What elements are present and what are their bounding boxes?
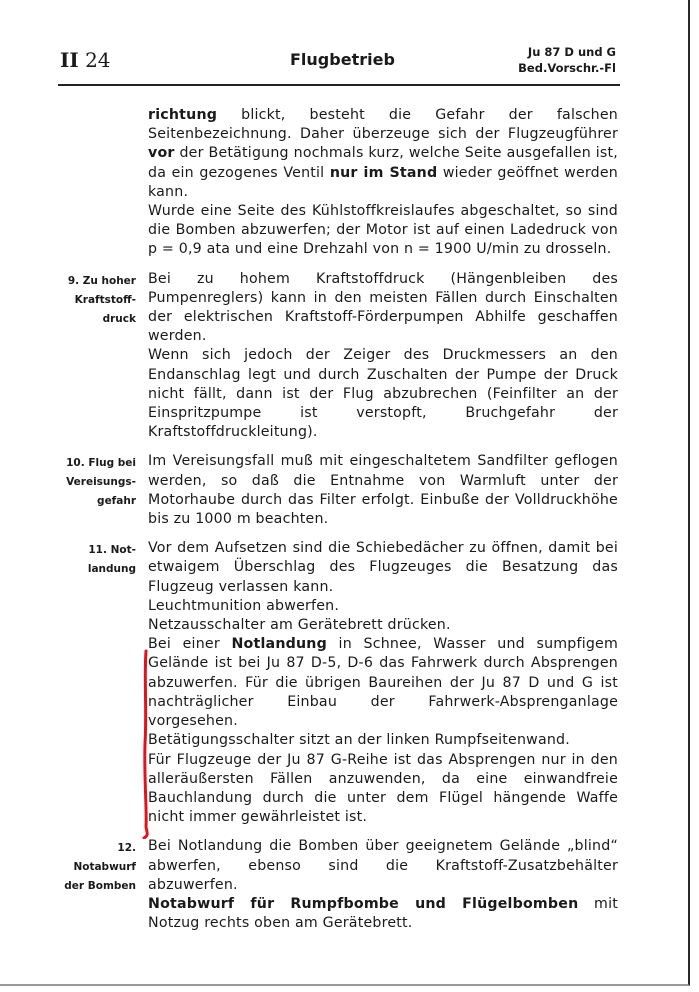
paragraph: Für Flugzeuge der Ju 87 G-Reihe ist das Absprengen nur in den alleräußersten Fällen anzuwenden, da eine einwandfreie Bauchlandung durch die unter dem Flügel hängende Waffe nicht immer gewährleistet ist.: [148, 751, 618, 826]
section-intro: [52, 106, 618, 260]
section-11: [52, 539, 618, 827]
red-margin-mark-icon: [138, 649, 154, 839]
section-heading: 11. Not- landung: [87, 544, 136, 576]
paragraph: Bei Notlandung die Bomben über geeignetem Gelände „blind“ abwerfen, ebenso sind die Kraftstoff-Zusatzbehälter abzuwerfen.: [148, 838, 618, 893]
section-heading: 10. Flug bei Vereisungs- gefahr: [66, 457, 136, 508]
paragraph: Vor dem Aufsetzen sind die Schiebedächer zu öffnen, damit bei etwaigem Überschlag des Flugzeuges die Besatzung das Flugzeug verlassen kann.: [148, 540, 618, 595]
section-10: [52, 452, 618, 529]
paragraph: Wurde eine Seite des Kühlstoffkreislaufes abgeschaltet, so sind die Bomben abzuwerfen; der Motor ist auf einen Ladedruck von p = 0,9 ata und eine Drehzahl von n = 1900 U/min zu drosseln.: [148, 203, 618, 258]
paragraph: Leuchtmunition abwerfen.: [148, 597, 340, 614]
paragraph: Bei zu hohem Kraftstoffdruck (Hängenbleiben des Pumpenreglers) kann in den meisten Fällen durch Einschalten der elektrischen Kraftstoff-Förderpumpen Abhilfe geschaffen werden.: [148, 270, 618, 345]
section-heading: 12. Notabwurf der Bomben: [64, 842, 136, 893]
page-header: [60, 44, 616, 84]
paragraph: Im Vereisungsfall muß mit eingeschaltetem Sandfilter geflogen werden, so daß die Entnahme von Warmluft unter der Motorhaube durch das Filter erfolgt. Einbuße der Volldruckhöhe bis zu 1000 m beachten.: [148, 453, 618, 528]
paragraph: Betätigungsschalter sitzt an der linken Rumpfseitenwand.: [148, 732, 570, 749]
document-body: [52, 106, 618, 933]
paragraph: Bei einer Notlandung in Schnee, Wasser und sumpfigem Gelände ist bei Ju 87 D-5, D-6 das Fahrwerk durch Absprengen abzuwerfen. Für die übrigen Baureihen der Ju 87 D und G ist nachträglicher Einbau der Fahrwerk-Absprenganlage vorgesehen.: [148, 636, 618, 730]
section-9: [52, 270, 618, 443]
paragraph: Netzausschalter am Gerätebrett drücken.: [148, 617, 451, 634]
section-12: [52, 837, 618, 933]
paragraph: richtung blickt, besteht die Gefahr der falschen Seitenbezeichnung. Daher überzeuge sich der Flugzeugführer vor der Betätigung nochmals kurz, welche Seite ausgefallen ist, da ein gezogenes Ventil nur im Stand wieder geöffnet werden kann.: [148, 107, 618, 200]
paragraph: Wenn sich jedoch der Zeiger des Druckmessers an den Endanschlag legt und durch Zuschalten der Pumpe der Druck nicht fällt, dann ist der Flug abzubrechen (Feinfilter an der Einspritzpumpe ist verstopft, Bruchgefahr der Kraftstoffdruckleitung).: [148, 347, 618, 441]
section-heading: 9. Zu hoher Kraftstoff- druck: [67, 274, 136, 325]
page-number: II 24: [60, 48, 111, 72]
header-rule: [58, 84, 620, 86]
header-reference: Ju 87 D und G Bed.Vorschr.-Fl: [518, 45, 616, 75]
paragraph: Notabwurf für Rumpfbombe und Flügelbomben mit Notzug rechts oben am Gerätebrett.: [148, 895, 618, 932]
page-title: Flugbetrieb: [290, 50, 395, 69]
